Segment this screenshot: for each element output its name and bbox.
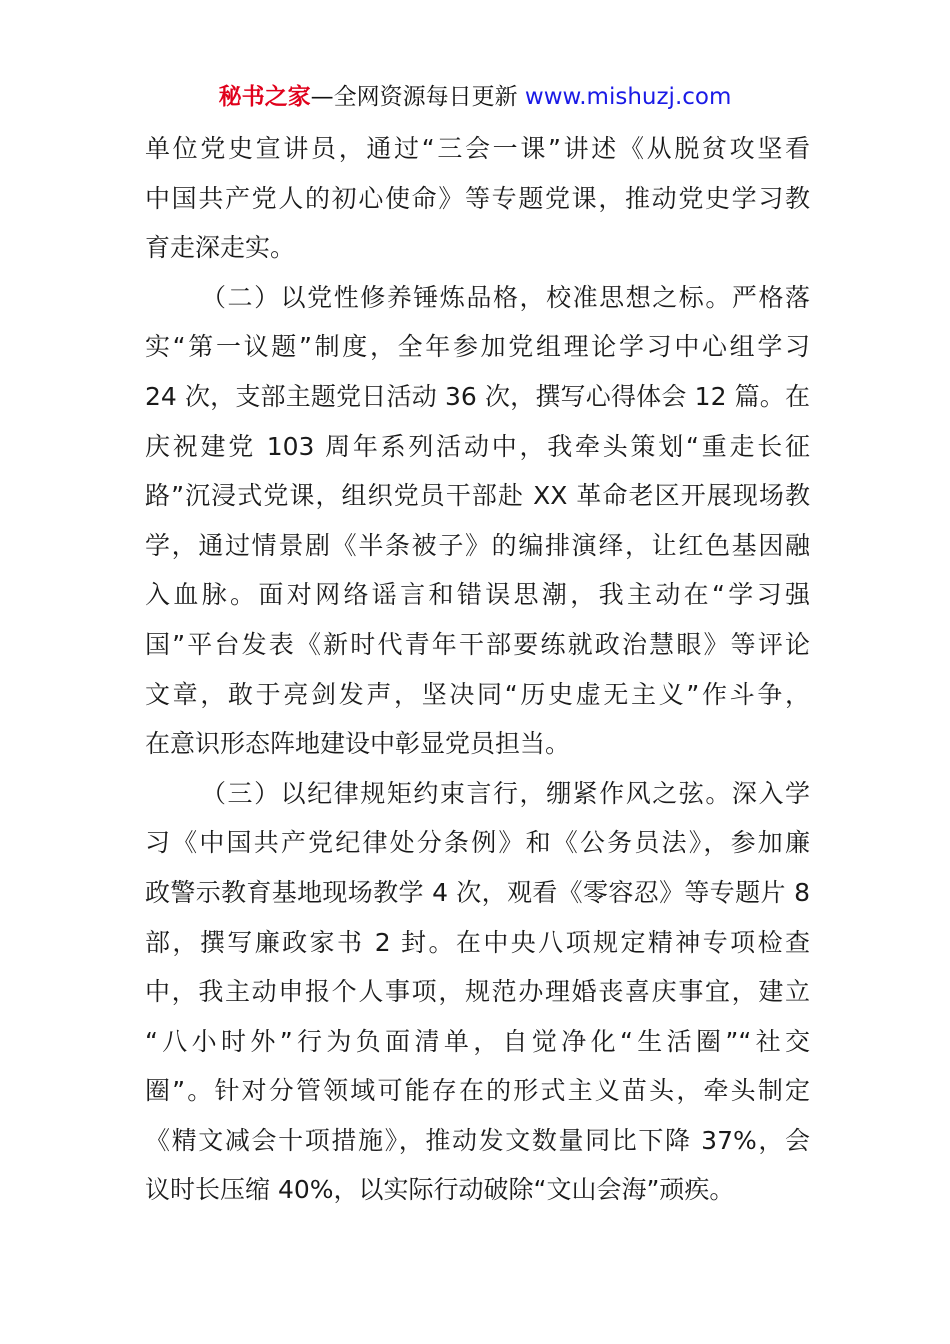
text-line: 路”沉浸式党课，组织党员干部赴 XX 革命老区开展现场教: [145, 481, 810, 511]
text-line: 学，通过情景剧《半条被子》的编排演绎，让红色基因融: [145, 530, 810, 560]
text-line: 习《中国共产党纪律处分条例》和《公务员法》，参加廉: [145, 828, 810, 858]
header-site-url[interactable]: www.mishuzj.com: [517, 84, 732, 110]
text-line: 中国共产党人的初心使命》等专题党课，推动党史学习教: [145, 183, 810, 213]
text-line: 实“第一议题”制度，全年参加党组理论学习中心组学习: [145, 332, 810, 362]
text-line: 文章，敢于亮剑发声，坚决同“历史虚无主义”作斗争，: [145, 679, 810, 709]
section-heading-line: （二）以党性修养锤炼品格，校准思想之标。严格落: [201, 282, 810, 312]
text-line: 中，我主动申报个人事项，规范办理婚丧喜庆事宜，建立: [145, 977, 810, 1007]
text-line: 圈”。针对分管领域可能存在的形式主义苗头，牵头制定: [145, 1076, 810, 1106]
text-line: 育走深走实。: [145, 233, 296, 263]
text-line: 入血脉。面对网络谣言和错误思潮，我主动在“学习强: [145, 580, 810, 610]
header-slogan: —全网资源每日更新: [310, 84, 518, 110]
text-line: “八小时外”行为负面清单，自觉净化“生活圈”“社交: [145, 1026, 810, 1056]
header-brand: 秘书之家: [218, 84, 311, 110]
text-line: 《精文减会十项措施》，推动发文数量同比下降 37%，会: [145, 1125, 810, 1155]
page-header: [0, 80, 950, 114]
text-line: 部，撰写廉政家书 2 封。在中央八项规定精神专项检查: [145, 927, 810, 957]
text-line: 国”平台发表《新时代青年干部要练就政治慧眼》等评论: [145, 629, 810, 659]
document-body: [145, 124, 810, 1215]
text-line: 在意识形态阵地建设中彰显党员担当。: [145, 729, 571, 759]
text-line: 议时长压缩 40%，以实际行动破除“文山会海”顽疾。: [145, 1175, 735, 1205]
text-line: 单位党史宣讲员，通过“三会一课”讲述《从脱贫攻坚看: [145, 134, 810, 163]
section-heading-line: （三）以纪律规矩约束言行，绷紧作风之弦。深入学: [201, 778, 810, 808]
text-line: 庆祝建党 103 周年系列活动中，我牵头策划“重走长征: [145, 431, 810, 461]
text-line: 24 次，支部主题党日活动 36 次，撰写心得体会 12 篇。在: [145, 381, 810, 411]
text-line: 政警示教育基地现场教学 4 次，观看《零容忍》等专题片 8: [145, 877, 810, 907]
